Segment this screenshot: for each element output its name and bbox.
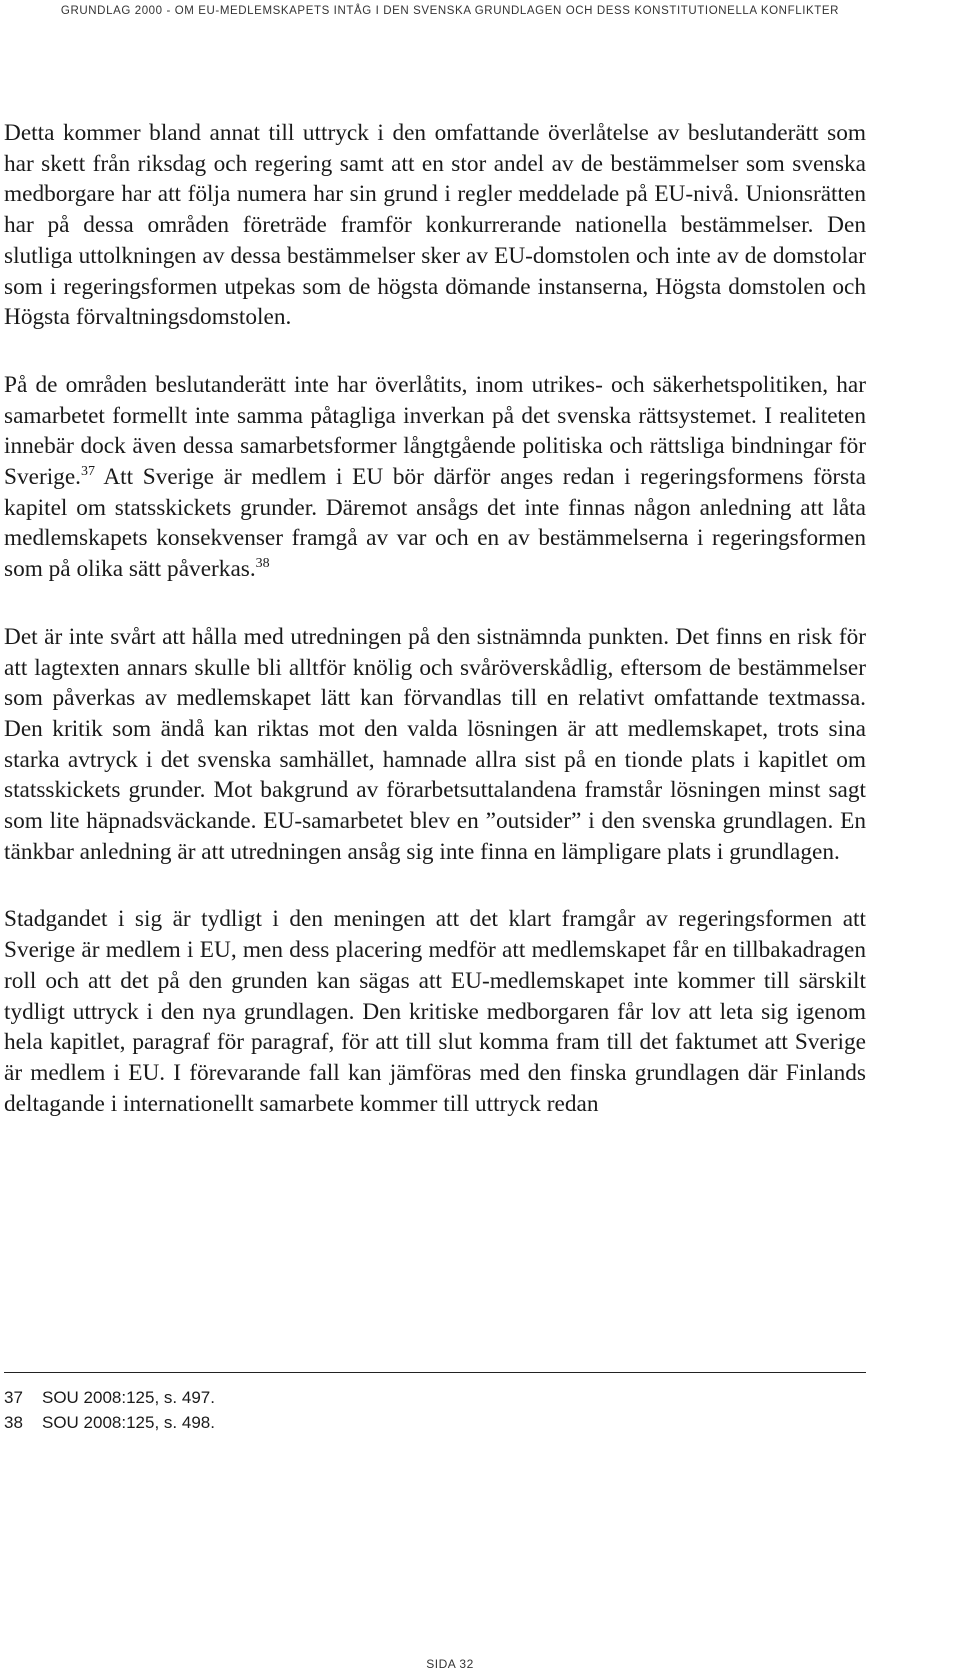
footnote-number: 38: [4, 1413, 23, 1432]
paragraph-1: Detta kommer bland annat till uttryck i den omfattande överlåtelse av beslutanderätt som har skett från riksdag och regering samt att en stor andel av de bestämmelser som svenska medborgare har att följa numera har sin grund i regler meddelade på EU-nivå. Unionsrätten har på dessa områden företräde framför konkurrerande nationella bestämmelser. Den slutliga uttolkningen av dessa bestämmelser sker av EU-domstolen och inte av de domstolar som i regeringsformen utpekas som de högsta dömande instanserna, Högsta domstolen och Högsta förvaltningsdomstolen.: [4, 120, 866, 331]
page-number: SIDA 32: [426, 1657, 474, 1671]
footnote-number: 37: [4, 1388, 23, 1407]
paragraph-2-part-b: Att Sverige är medlem i EU bör därför anges redan i regeringsformens första kapitel om statsskickets grunder. Däremot ansågs det inte finnas någon anledning att låta medlemskapets konsekvenser framgå av var och en av bestämmelserna i regeringsformen som på olika sätt påverkas.: [4, 464, 866, 583]
footnote-text: SOU 2008:125, s. 498.: [42, 1413, 215, 1432]
footnote: [4, 1385, 866, 1410]
paragraph-2-part-a: På de områden beslutanderätt inte har överlåtits, inom utrikes- och säkerhetspolitiken, har samarbetet formellt inte samma påtagliga inverkan på det svenska rättsystemet. I realiteten innebär dock även dessa samarbetsformer långtgående politiska och rättsliga bindningar för Sverige.: [4, 371, 866, 491]
footnotes: [4, 1385, 866, 1435]
footnote-ref-38[interactable]: 38: [255, 556, 270, 572]
running-header: GRUNDLAG 2000 - OM EU-MEDLEMSKAPETS INTÅG I DEN SVENSKA GRUNDLAGEN OCH DESS KONSTITUTIONELLA KONFLIKTER: [60, 5, 840, 17]
footnote-text: SOU 2008:125, s. 497.: [42, 1388, 215, 1407]
paragraph-2: [4, 370, 866, 585]
footnote-divider: [4, 1372, 866, 1373]
paragraph-3: Det är inte svårt att hålla med utredningen på den sistnämnda punkten. Det finns en risk för att lagtexten annars skulle bli alltför knölig och svåröverskådlig, eftersom de bestämmelser som påverkas av medlemskapet lätt kan förvandlas till en relativt omfattande textmassa. Den kritik som ändå kan riktas mot den valda lösningen är att medlemskapet, trots sina starka avtryck i det svenska samhället, hamnade allra sist på en tionde plats i kapitlet om statsskickets grunder. Mot bakgrund av förarbetsuttalandena framstår lösningen minst sagt som lite häpnadsväckande. EU-samarbetet blev en ”outsider” i den svenska grundlagen. En tänkbar anledning är att utredningen ansåg sig inte finna en lämpligare plats i grundlagen.: [4, 623, 866, 865]
body-text: [4, 118, 866, 1156]
footnote: [4, 1410, 866, 1435]
footnote-ref-37[interactable]: 37: [81, 464, 95, 480]
paragraph-4: Stadgandet i sig är tydligt i den meningen att det klart framgår av regeringsformen att Sverige är medlem i EU, men dess placering medför att medlemskapet får en tillbakadragen roll och att det på den grunden kan sägas att EU-medlemskapet inte kommer till särskilt tydligt uttryck i den nya grundlagen. Den kritiske medborgaren får lov att leta sig igenom hela kapitlet, paragraf för paragraf, för att till slut komma fram till det faktumet att Sverige är medlem i EU. I förevarande fall kan jämföras med den finska grundlagen där Finlands deltagande i internationellt samarbete kommer till uttryck redan: [4, 906, 866, 1117]
